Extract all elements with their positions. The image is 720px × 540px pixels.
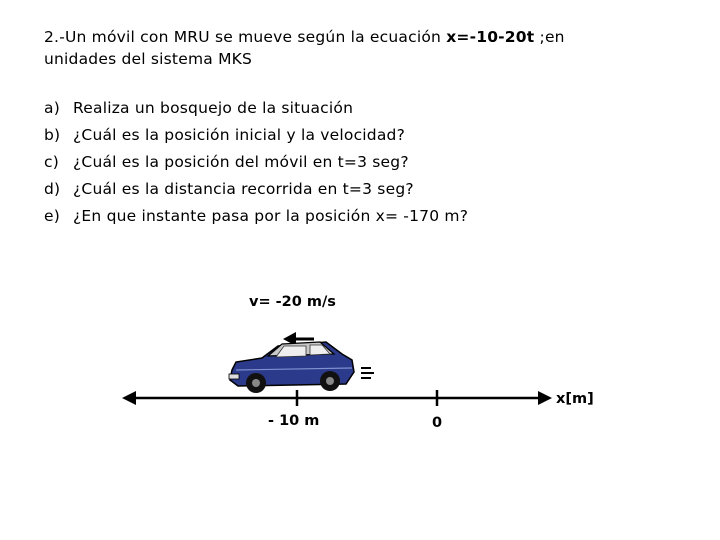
question-letter: e) [44, 207, 60, 225]
problem-prefix: 2.-Un móvil con MRU se mueve según la ecuación [44, 28, 447, 46]
problem-suffix: ;en [534, 28, 565, 46]
question-text: ¿Cuál es la posición inicial y la velocidad? [73, 126, 405, 144]
axis-label: x[m] [556, 391, 594, 407]
tick-zero-label: 0 [432, 415, 443, 431]
car-icon [229, 342, 354, 393]
x-axis [122, 391, 552, 405]
question-letter: a) [44, 99, 60, 117]
velocity-label: v= -20 m/s [249, 294, 336, 310]
question-text: ¿En que instante pasa por la posición x= -170 m? [73, 207, 469, 225]
motion-equation: x=-10-20t [446, 28, 535, 46]
problem-line-2: unidades del sistema MKS [44, 50, 253, 68]
tick-minus-10-label: - 10 m [268, 413, 320, 429]
question-letter: d) [44, 180, 61, 198]
question-text: ¿Cuál es la distancia recorrida en t=3 seg? [73, 180, 414, 198]
question-text: ¿Cuál es la posición del móvil en t=3 seg? [73, 153, 409, 171]
question-letter: b) [44, 126, 61, 144]
motion-lines-icon [361, 368, 374, 378]
question-letter: c) [44, 153, 59, 171]
question-text: Realiza un bosquejo de la situación [73, 99, 354, 117]
